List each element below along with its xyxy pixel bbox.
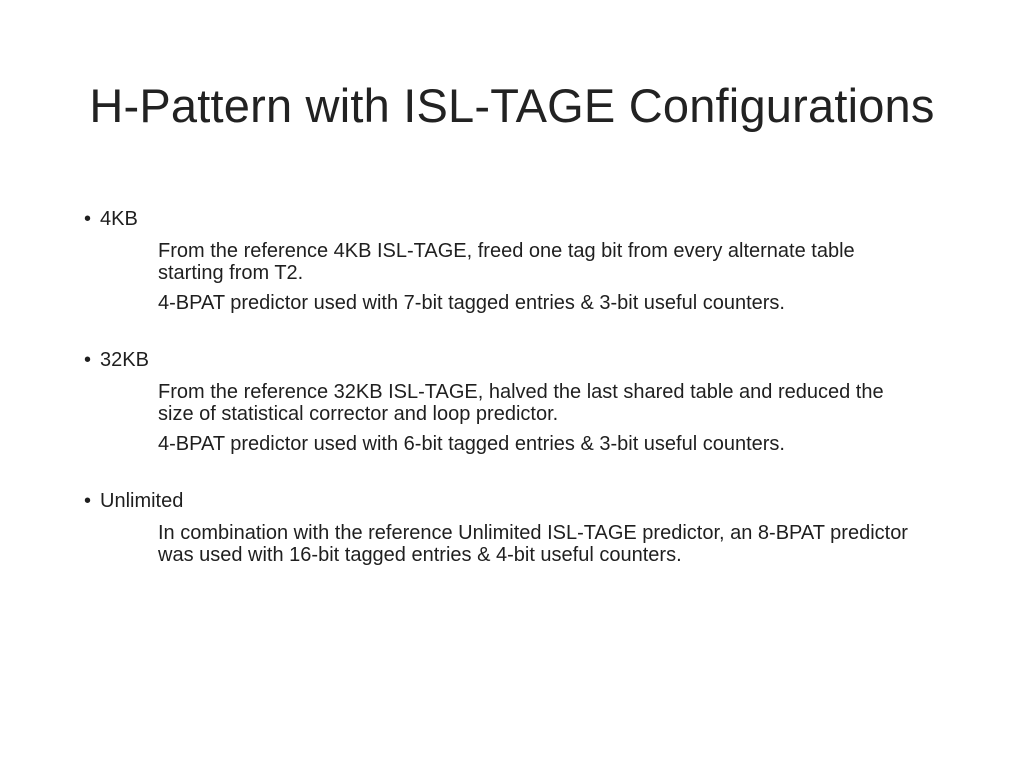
sub-item: 4-BPAT predictor used with 7-bit tagged entries & 3-bit useful counters. <box>158 292 785 314</box>
bullet-icon: • <box>84 490 92 512</box>
section-heading: 32KB <box>100 349 149 371</box>
sub-item: From the reference 4KB ISL-TAGE, freed one tag bit from every alternate table starting from T2. <box>158 240 855 284</box>
slide-title: H-Pattern with ISL-TAGE Configurations <box>89 79 935 132</box>
bullet-icon: • <box>84 208 92 230</box>
section-heading: 4KB <box>100 208 138 230</box>
bullet-heading <box>84 347 964 373</box>
sub-item: 4-BPAT predictor used with 6-bit tagged entries & 3-bit useful counters. <box>158 433 785 455</box>
bullet-heading <box>84 206 964 232</box>
bullet-icon: • <box>84 349 92 371</box>
section-32kb <box>84 347 964 455</box>
bullet-heading <box>84 488 964 514</box>
section-heading: Unlimited <box>100 490 184 512</box>
section-unlimited <box>84 488 964 566</box>
section-4kb <box>84 206 964 314</box>
slide-content <box>84 206 964 566</box>
sub-item: In combination with the reference Unlimited ISL-TAGE predictor, an 8-BPAT predictor was used with 16-bit tagged entries & 4-bit useful counters. <box>158 522 908 566</box>
sub-item: From the reference 32KB ISL-TAGE, halved the last shared table and reduced the size of statistical corrector and loop predictor. <box>158 381 884 425</box>
